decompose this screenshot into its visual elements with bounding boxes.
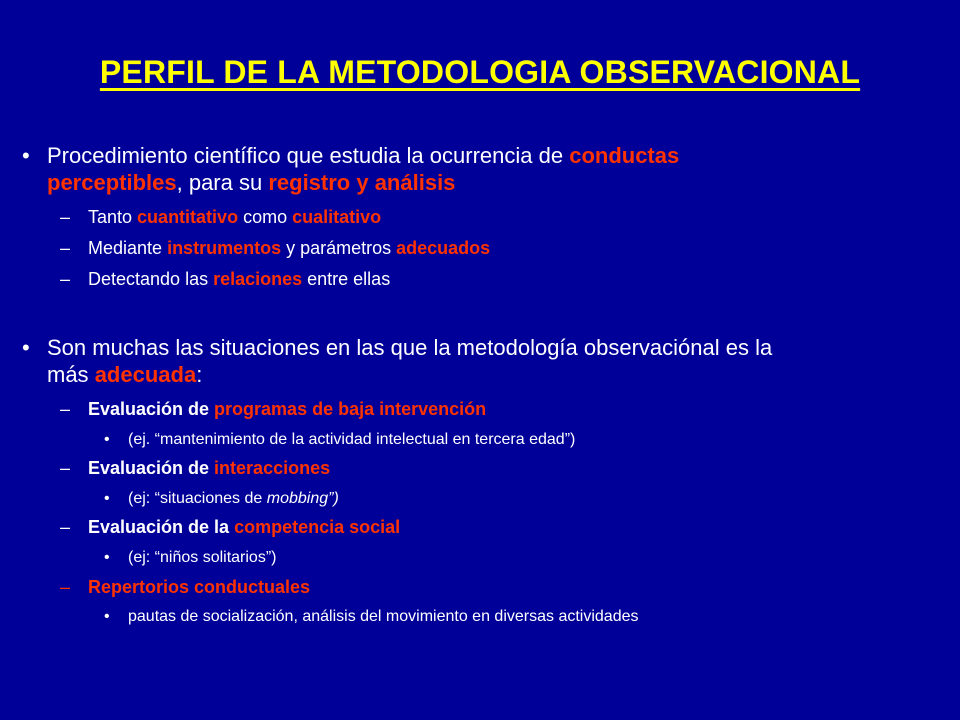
- text: Evaluación de: [88, 458, 215, 478]
- dash-marker: –: [60, 517, 71, 537]
- section2-item3-detail: (ej: “niños solitarios”): [128, 549, 277, 566]
- text: más: [47, 362, 95, 387]
- bullet-1: •: [22, 143, 30, 168]
- dash-marker: –: [60, 207, 71, 227]
- highlight: relaciones: [213, 269, 303, 289]
- highlight: cuantitativo: [137, 207, 239, 227]
- sub-bullet: •: [104, 490, 110, 507]
- section2-item4-detail: pautas de socialización, análisis del movimiento en diversas actividades: [128, 608, 639, 625]
- text: Evaluación de la: [88, 517, 235, 537]
- text: Procedimiento científico que estudia la ocurrencia de: [47, 143, 570, 168]
- text: , para su: [176, 170, 269, 195]
- section2-line2: [47, 361, 202, 388]
- dash-marker: –: [60, 577, 71, 597]
- highlight: conductas: [569, 143, 680, 168]
- text: Detectando las: [88, 269, 214, 289]
- text: Tanto: [88, 207, 138, 227]
- dash-marker: –: [60, 399, 71, 419]
- bullet-2: •: [22, 335, 30, 360]
- section2-item3: [88, 516, 400, 538]
- section1-sub3: [88, 268, 390, 290]
- highlight: adecuados: [396, 238, 491, 258]
- slide-title: PERFIL DE LA METODOLOGIA OBSERVACIONAL: [99, 54, 861, 90]
- sub-bullet: •: [104, 549, 110, 566]
- highlight: competencia social: [234, 517, 401, 537]
- text: Mediante: [88, 238, 168, 258]
- text: entre ellas: [302, 269, 391, 289]
- highlight: perceptibles: [47, 170, 177, 195]
- section2-item2: [88, 457, 330, 479]
- highlight: cualitativo: [292, 207, 382, 227]
- section2-item4: [88, 576, 310, 598]
- section1-sub1: [88, 206, 381, 228]
- section1-sub2: [88, 237, 490, 259]
- highlight: instrumentos: [167, 238, 282, 258]
- sub-bullet: •: [104, 608, 110, 625]
- dash-marker: –: [60, 269, 71, 289]
- section2-item2-detail: [128, 489, 339, 509]
- text: Son muchas las situaciones en las que la metodología observaciónal es la: [47, 335, 773, 360]
- highlight: interacciones: [214, 458, 331, 478]
- text: como: [238, 207, 293, 227]
- section2-line1: [47, 334, 772, 361]
- section2-item1: [88, 398, 486, 420]
- dash-marker: –: [60, 238, 71, 258]
- section1-line2: [47, 169, 455, 196]
- dash-marker: –: [60, 458, 71, 478]
- sub-bullet: •: [104, 431, 110, 448]
- italic-text: mobbing”): [266, 490, 339, 507]
- highlight: adecuada: [94, 362, 197, 387]
- highlight: registro y análisis: [268, 170, 456, 195]
- text: :: [196, 362, 203, 387]
- section2-item1-detail: (ej. “mantenimiento de la actividad intelectual en tercera edad”): [128, 431, 576, 448]
- text: Evaluación de: [88, 399, 215, 419]
- section1-line1: [47, 142, 679, 169]
- text: (ej: “situaciones de: [128, 490, 267, 507]
- highlight: programas de baja intervención: [214, 399, 487, 419]
- highlight: Repertorios conductuales: [88, 577, 311, 597]
- text: y parámetros: [281, 238, 397, 258]
